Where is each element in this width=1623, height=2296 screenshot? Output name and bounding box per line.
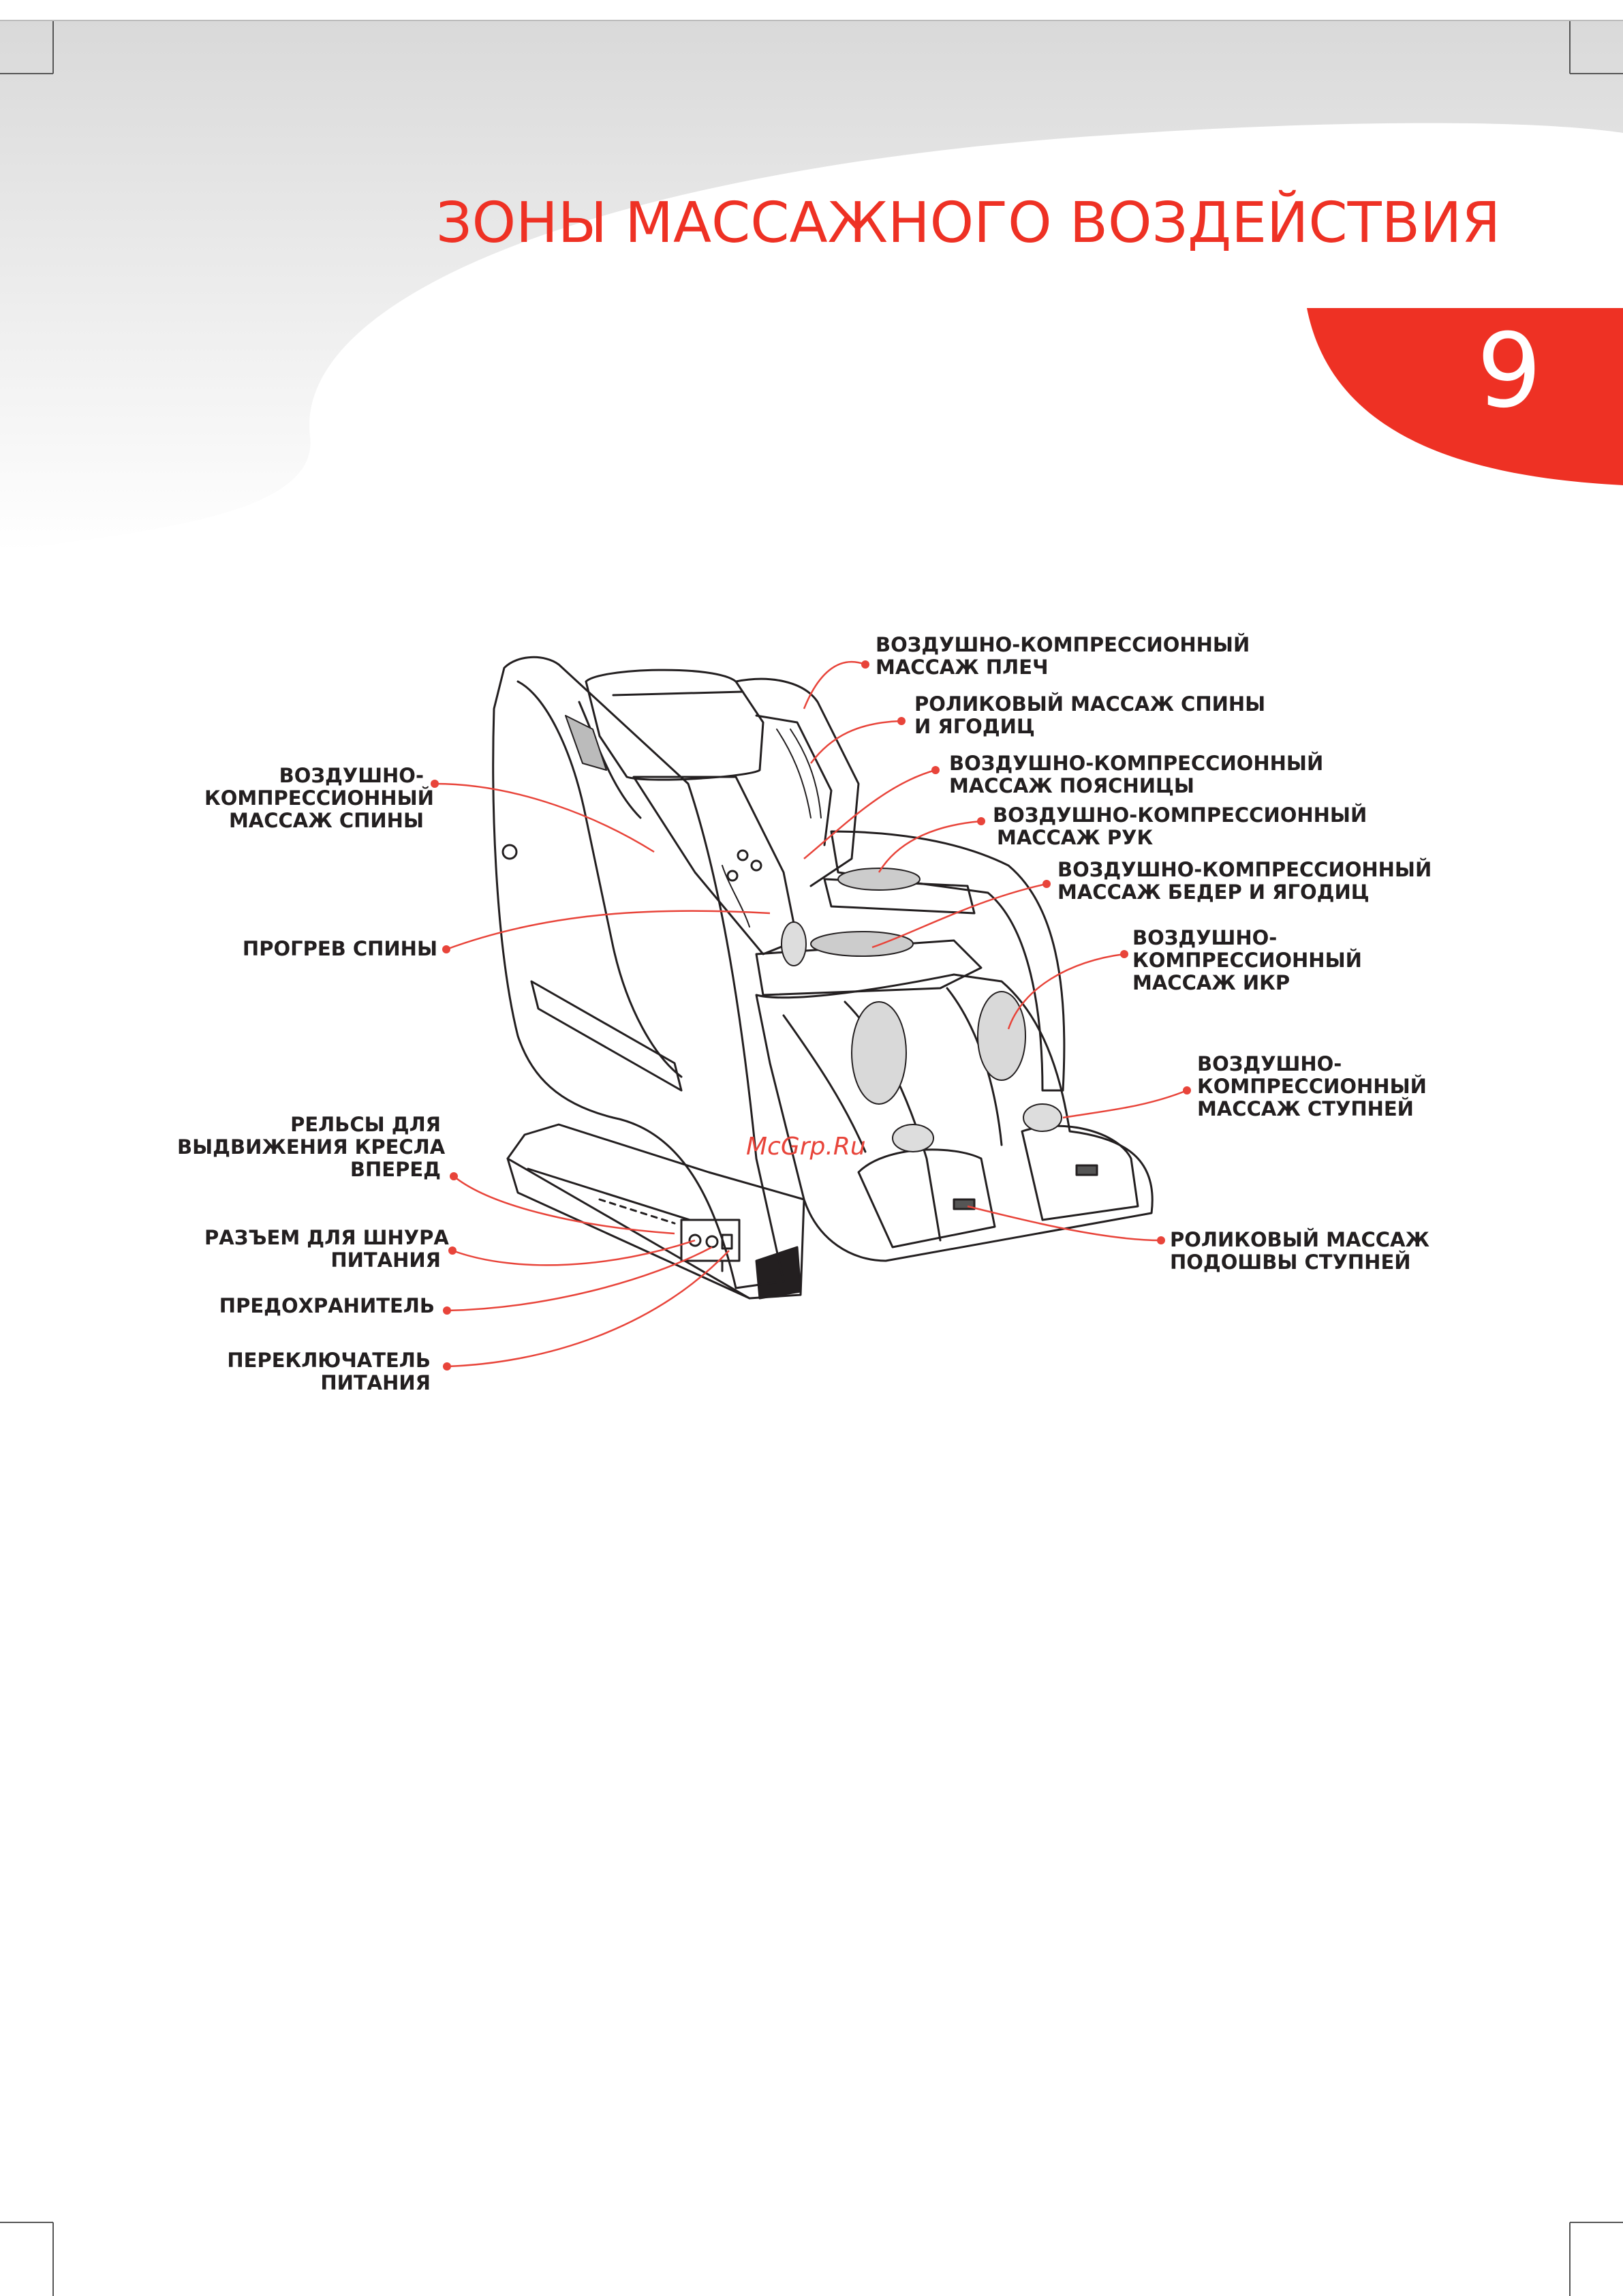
label-power-socket: РАЗЪЕМ ДЛЯ ШНУРА ПИТАНИЯ (204, 1226, 449, 1272)
label-fuse: ПРЕДОХРАНИТЕЛЬ (219, 1294, 435, 1317)
label-lumbar: ВОЗДУШНО-КОМПРЕССИОННЫЙ МАССАЖ ПОЯСНИЦЫ (949, 752, 1324, 797)
page-title: ЗОНЫ МАССАЖНОГО ВОЗДЕЙСТВИЯ (436, 191, 1501, 256)
watermark-text: McGrp.Ru (746, 1133, 866, 1161)
label-arms: ВОЗДУШНО-КОМПРЕССИОННЫЙ МАССАЖ РУК (993, 803, 1367, 849)
label-feet: ВОЗДУШНО- КОМПРЕССИОННЫЙ МАССАЖ СТУПНЕЙ (1197, 1052, 1427, 1120)
label-rails: РЕЛЬСЫ ДЛЯ ВЫДВИЖЕНИЯ КРЕСЛА ВПЕРЕД (177, 1113, 446, 1181)
label-roller-back: РОЛИКОВЫЙ МАССАЖ СПИНЫ И ЯГОДИЦ (914, 692, 1266, 738)
label-hips: ВОЗДУШНО-КОМПРЕССИОННЫЙ МАССАЖ БЕДЕР И ЯГОДИЦ (1057, 858, 1432, 904)
label-calves: ВОЗДУШНО- КОМПРЕССИОННЫЙ МАССАЖ ИКР (1132, 926, 1362, 994)
page-number: 9 (1477, 312, 1542, 431)
label-back-heat: ПРОГРЕВ СПИНЫ (242, 937, 437, 960)
label-power-switch: ПЕРЕКЛЮЧАТЕЛЬ ПИТАНИЯ (227, 1349, 431, 1394)
label-shoulders: ВОЗДУШНО-КОМПРЕССИОННЫЙ МАССАЖ ПЛЕЧ (876, 633, 1250, 679)
label-back-air: ВОЗДУШНО- КОМПРЕССИОННЫЙ МАССАЖ СПИНЫ (204, 764, 434, 832)
label-soles: РОЛИКОВЫЙ МАССАЖ ПОДОШВЫ СТУПНЕЙ (1170, 1228, 1429, 1274)
